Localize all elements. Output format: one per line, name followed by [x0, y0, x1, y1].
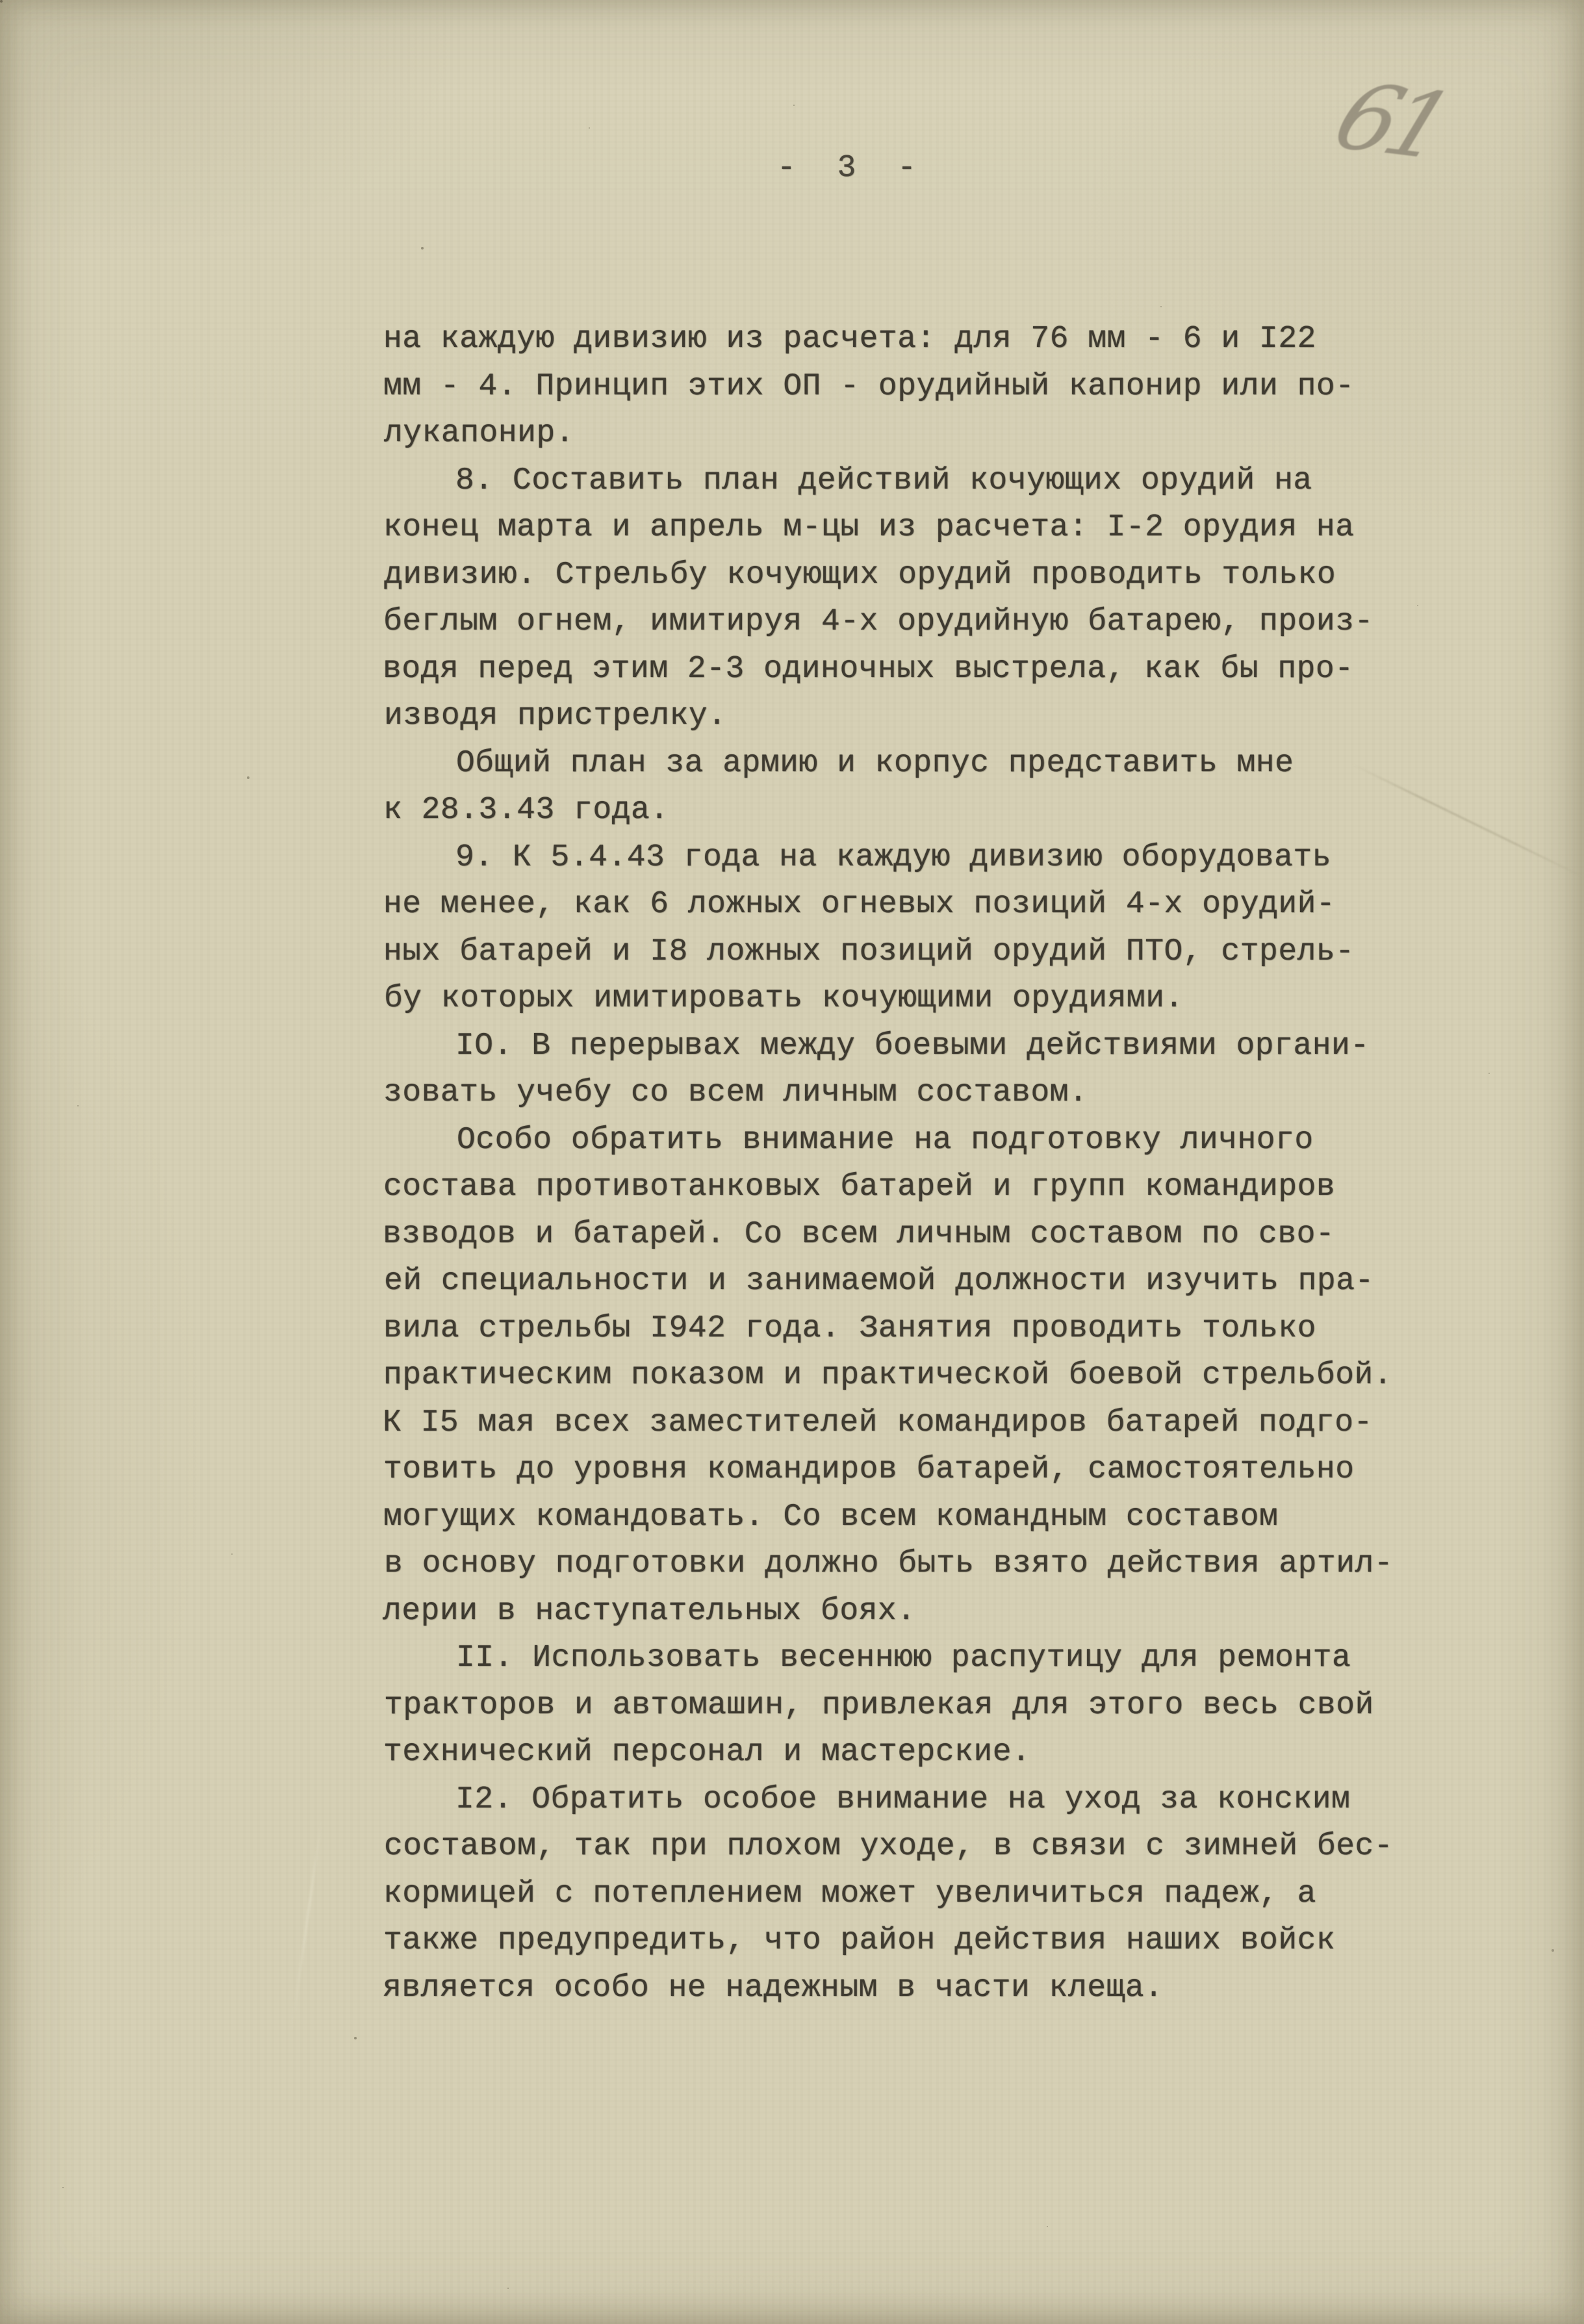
text-line: в основу подготовки должно быть взято действия артил- — [384, 1546, 1394, 1581]
text-line: мм - 4. Принцип этих ОП - орудийный капонир или по- — [383, 368, 1355, 404]
text-line: составом, так при плохом уходе, в связи с зимней бес- — [384, 1829, 1394, 1864]
text-line: I2. Обратить особое внимание на уход за конским — [455, 1781, 1351, 1817]
text-line: К I5 мая всех заместителей командиров батарей подго- — [383, 1405, 1373, 1440]
page-number: - 3 - — [777, 151, 925, 186]
text-line: 8. Составить план действий кочующих орудий на — [455, 463, 1312, 498]
text-line: также предупредить, что район действия наших войск — [383, 1923, 1336, 1958]
text-line: вила стрельбы I942 года. Занятия проводить только — [383, 1310, 1316, 1346]
text-line: 9. К 5.4.43 года на каждую дивизию оборудовать — [455, 839, 1332, 875]
text-line: на каждую дивизию из расчета: для 76 мм - 6 и I22 — [383, 322, 1316, 357]
text-line: к 28.3.43 года. — [383, 793, 669, 828]
text-line: практическим показом и практической боевой стрельбой. — [383, 1358, 1393, 1393]
text-line: конец марта и апрель м-цы из расчета: I-2 орудия на — [383, 510, 1355, 545]
text-line: зовать учебу со всем личным составом. — [383, 1075, 1088, 1110]
text-line: лерии в наступательных боях. — [383, 1593, 916, 1629]
text-line: IO. В перерывах между боевыми действиями органи- — [455, 1028, 1370, 1064]
text-line: технический персонал и мастерские. — [383, 1735, 1031, 1770]
text-line: Общий план за армию и корпус представить мне — [456, 745, 1294, 781]
text-line: беглым огнем, имитируя 4-х орудийную батарею, произ- — [383, 604, 1373, 639]
text-line: II. Использовать весеннюю распутицу для ремонта — [456, 1641, 1351, 1676]
paper-crease — [290, 1820, 322, 2032]
text-line: товить до уровня командиров батарей, самостоятельно — [383, 1452, 1355, 1487]
text-line: кормицей с потеплением может увеличиться падеж, а — [383, 1876, 1316, 1911]
text-line: могущих командовать. Со всем командным составом — [383, 1499, 1279, 1535]
text-line: ей специальности и занимаемой должности изучить пра- — [384, 1264, 1374, 1299]
text-line: бу которых имитировать кочующими орудиями. — [384, 981, 1184, 1016]
text-line: Особо обратить внимание на подготовку личного — [457, 1122, 1314, 1158]
text-line: является особо не надежным в части клеща. — [383, 1970, 1164, 2006]
text-line: тракторов и автомашин, привлекая для этого весь свой — [384, 1687, 1374, 1723]
text-line: водя перед этим 2-3 одиночных выстрела, как бы про- — [383, 651, 1354, 687]
text-line: дивизию. Стрельбу кочующих орудий проводить только — [384, 557, 1336, 593]
text-line: изводя пристрелку. — [384, 698, 727, 734]
text-line: лукапонир. — [384, 416, 575, 451]
text-line: не менее, как 6 ложных огневых позиций 4-х орудий- — [383, 887, 1336, 922]
text-line: состава противотанковых батарей и групп командиров — [383, 1169, 1336, 1205]
typewritten-text — [383, 316, 1436, 2011]
text-line: ных батарей и I8 ложных позиций орудий ПТО, стрель- — [383, 934, 1355, 969]
text-line: взводов и батарей. Со всем личным составом по сво- — [383, 1216, 1335, 1252]
handwritten-folio-number: 61 — [1320, 64, 1459, 179]
